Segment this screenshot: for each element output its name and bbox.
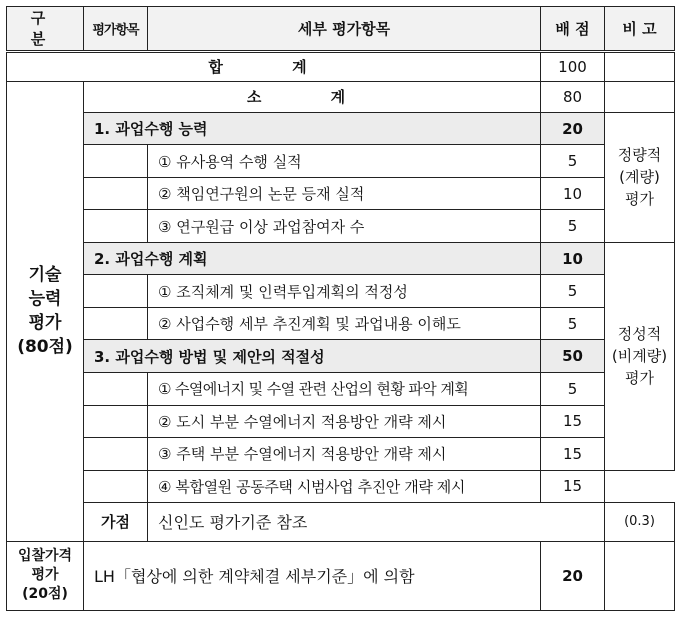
- item-row: [7, 177, 675, 210]
- price-label: [7, 541, 84, 610]
- group-title: 1. 과업수행 능력: [84, 112, 541, 145]
- item-blank: [84, 470, 148, 503]
- remark-line: 정성적: [617, 325, 662, 344]
- group-row: [7, 112, 675, 145]
- evaluation-criteria-table: [6, 6, 675, 611]
- item-score: 5: [541, 145, 605, 178]
- group-title: 3. 과업수행 방법 및 제안의 적절성: [84, 340, 541, 373]
- header-category: 구 분: [7, 7, 84, 52]
- price-remark: [605, 541, 675, 610]
- item-text: ③ 연구원급 이상 과업참여자 수: [148, 210, 541, 243]
- tech-label-line: 능력: [28, 289, 62, 310]
- item-text: ④ 복합열원 공동주택 시범사업 추진안 개략 제시: [148, 470, 541, 503]
- bonus-text: 신인도 평가기준 참조: [148, 503, 605, 542]
- remark-line: (비계량): [611, 347, 668, 366]
- item-text: ② 도시 부분 수열에너지 적용방안 개략 제시: [148, 405, 541, 438]
- subtotal-remark: [605, 82, 675, 113]
- group-score: 10: [541, 242, 605, 275]
- total-score: 100: [541, 51, 605, 82]
- price-label-line: (20점): [22, 586, 68, 603]
- tech-category-label: [7, 82, 84, 542]
- item-blank: [84, 438, 148, 471]
- group-row: [7, 340, 675, 373]
- price-score: 20: [541, 541, 605, 610]
- remark-line: 평가: [625, 190, 654, 209]
- item-score: 5: [541, 372, 605, 405]
- header-remark: 비 고: [605, 7, 675, 52]
- remark-line: 평가: [625, 369, 654, 388]
- item-blank: [84, 372, 148, 405]
- item-text: ① 유사용역 수행 실적: [148, 145, 541, 178]
- header-detail: 세부 평가항목: [148, 7, 541, 52]
- tech-label-line: 평가: [28, 313, 62, 334]
- total-row: [7, 51, 675, 82]
- item-score: 5: [541, 307, 605, 340]
- item-text: ② 책임연구원의 논문 등재 실적: [148, 177, 541, 210]
- remark-line: 정량적: [617, 146, 662, 165]
- tech-label-line: 기술: [28, 265, 62, 286]
- item-score: 15: [541, 470, 605, 503]
- item-score: 15: [541, 438, 605, 471]
- header-eval-item: 평가항목: [84, 7, 148, 52]
- item-score: 10: [541, 177, 605, 210]
- item-text: ① 수열에너지 및 수열 관련 산업의 현황 파악 계획: [148, 372, 541, 405]
- item-row: [7, 210, 675, 243]
- remark-qualitative: [605, 242, 675, 470]
- header-score: 배 점: [541, 7, 605, 52]
- price-row: [7, 541, 675, 610]
- total-label: 합 계: [7, 51, 541, 82]
- bonus-label: 가점: [84, 503, 148, 542]
- price-text: LH「협상에 의한 계약체결 세부기준」에 의함: [84, 541, 541, 610]
- tech-label-line: (80점): [17, 337, 73, 358]
- item-row: [7, 275, 675, 308]
- item-row: [7, 438, 675, 471]
- group-score: 50: [541, 340, 605, 373]
- subtotal-row: [7, 82, 675, 113]
- group-row: [7, 242, 675, 275]
- bonus-score: (0.3): [605, 503, 675, 542]
- price-label-line: 평가: [31, 567, 59, 584]
- item-score: 5: [541, 275, 605, 308]
- remark-line: (계량): [619, 168, 660, 187]
- total-remark: [605, 51, 675, 82]
- subtotal-label: 소 계: [84, 82, 541, 113]
- header-row: [7, 7, 675, 52]
- item-text: ② 사업수행 세부 추진계획 및 과업내용 이해도: [148, 307, 541, 340]
- remark-quantitative: [605, 112, 675, 242]
- item-blank: [84, 275, 148, 308]
- item-row: [7, 405, 675, 438]
- price-label-line: 입찰가격: [17, 548, 73, 565]
- item-score: 5: [541, 210, 605, 243]
- item-blank: [84, 177, 148, 210]
- item-blank: [84, 307, 148, 340]
- bonus-row: [7, 503, 675, 542]
- item-blank: [84, 210, 148, 243]
- item-row: [7, 307, 675, 340]
- item-row: [7, 470, 675, 503]
- item-text: ③ 주택 부분 수열에너지 적용방안 개략 제시: [148, 438, 541, 471]
- item-text: ① 조직체계 및 인력투입계획의 적정성: [148, 275, 541, 308]
- group-score: 20: [541, 112, 605, 145]
- subtotal-score: 80: [541, 82, 605, 113]
- item-blank: [84, 145, 148, 178]
- item-row: [7, 145, 675, 178]
- group-title: 2. 과업수행 계획: [84, 242, 541, 275]
- item-score: 15: [541, 405, 605, 438]
- item-blank: [84, 405, 148, 438]
- item-row: [7, 372, 675, 405]
